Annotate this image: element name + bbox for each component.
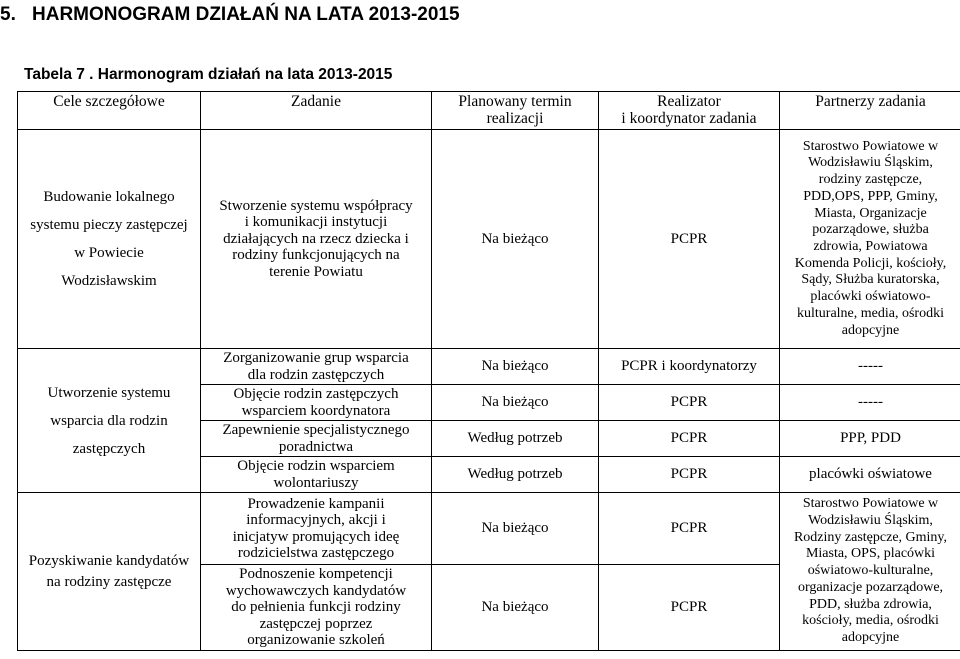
- term-cell: Na bieżąco: [432, 565, 599, 651]
- header-partners: Partnerzy zadania: [780, 92, 960, 130]
- term-cell: Według potrzeb: [432, 421, 599, 457]
- task-cell: Zorganizowanie grup wsparcia dla rodzin zastępczych: [201, 349, 432, 385]
- partners-cell: Starostwo Powiatowe w Wodzisławiu Śląskim, rodziny zastępcze, PDD,OPS, PPP, Gminy, Miasta, Organizacje pozarządowe, służba zdrowia, Powiatowa Komenda Policji, kościoły, Sądy, Służba kuratorska, placówki oświatowo- kulturalne, media, ośrodki adopcyjne: [780, 130, 960, 349]
- goal-cell: Budowanie lokalnego systemu pieczy zastępczej w Powiecie Wodzisławskim: [18, 130, 201, 349]
- table-row: [18, 493, 960, 565]
- realizer-cell: PCPR: [599, 385, 780, 421]
- partners-cell: placówki oświatowe: [780, 457, 960, 493]
- table-row: [18, 130, 960, 349]
- realizer-cell: PCPR: [599, 493, 780, 565]
- task-cell: Zapewnienie specjalistycznego poradnictwa: [201, 421, 432, 457]
- realizer-cell: PCPR i koordynatorzy: [599, 349, 780, 385]
- goal-cell: Utworzenie systemu wsparcia dla rodzin zastępczych: [18, 349, 201, 493]
- term-cell: Na bieżąco: [432, 349, 599, 385]
- realizer-cell: PCPR: [599, 565, 780, 651]
- partners-cell: PPP, PDD: [780, 421, 960, 457]
- section-number: 5.: [0, 4, 16, 25]
- realizer-cell: PCPR: [599, 421, 780, 457]
- partners-cell: -----: [780, 349, 960, 385]
- term-cell: Na bieżąco: [432, 130, 599, 349]
- goal-cell: Pozyskiwanie kandydatów na rodziny zastępcze: [18, 493, 201, 651]
- header-row: [18, 92, 960, 130]
- realizer-cell: PCPR: [599, 457, 780, 493]
- term-cell: Na bieżąco: [432, 385, 599, 421]
- schedule-table: [17, 91, 960, 651]
- table-row: [18, 349, 960, 385]
- task-cell: Stworzenie systemu współpracy i komunikacji instytucji działających na rzecz dziecka i rodziny funkcjonujących na terenie Powiatu: [201, 130, 432, 349]
- header-realizer: Realizator i koordynator zadania: [599, 92, 780, 130]
- header-task: Zadanie: [201, 92, 432, 130]
- realizer-cell: PCPR: [599, 130, 780, 349]
- task-cell: Podnoszenie kompetencji wychowawczych kandydatów do pełnienia funkcji rodziny zastępczej poprzez organizowanie szkoleń: [201, 565, 432, 651]
- task-cell: Objęcie rodzin zastępczych wsparciem koordynatora: [201, 385, 432, 421]
- term-cell: Na bieżąco: [432, 493, 599, 565]
- partners-cell: -----: [780, 385, 960, 421]
- partners-cell: Starostwo Powiatowe w Wodzisławiu Śląskim, Rodziny zastępcze, Gminy, Miasta, OPS, placówki oświatowo-kulturalne, organizacje pozarządowe, PDD, służba zdrowia, kościoły, media, ośrodki adopcyjne: [780, 493, 960, 651]
- section-title: HARMONOGRAM DZIAŁAŃ NA LATA 2013-2015: [32, 4, 460, 25]
- table-caption: Tabela 7 . Harmonogram działań na lata 2013-2015: [24, 66, 393, 83]
- section-heading: [0, 4, 460, 26]
- header-goal: Cele szczegółowe: [18, 92, 201, 130]
- term-cell: Według potrzeb: [432, 457, 599, 493]
- task-cell: Objęcie rodzin wsparciem wolontariuszy: [201, 457, 432, 493]
- task-cell: Prowadzenie kampanii informacyjnych, akcji i inicjatyw promujących ideę rodzicielstwa zastępczego: [201, 493, 432, 565]
- header-term: Planowany termin realizacji: [432, 92, 599, 130]
